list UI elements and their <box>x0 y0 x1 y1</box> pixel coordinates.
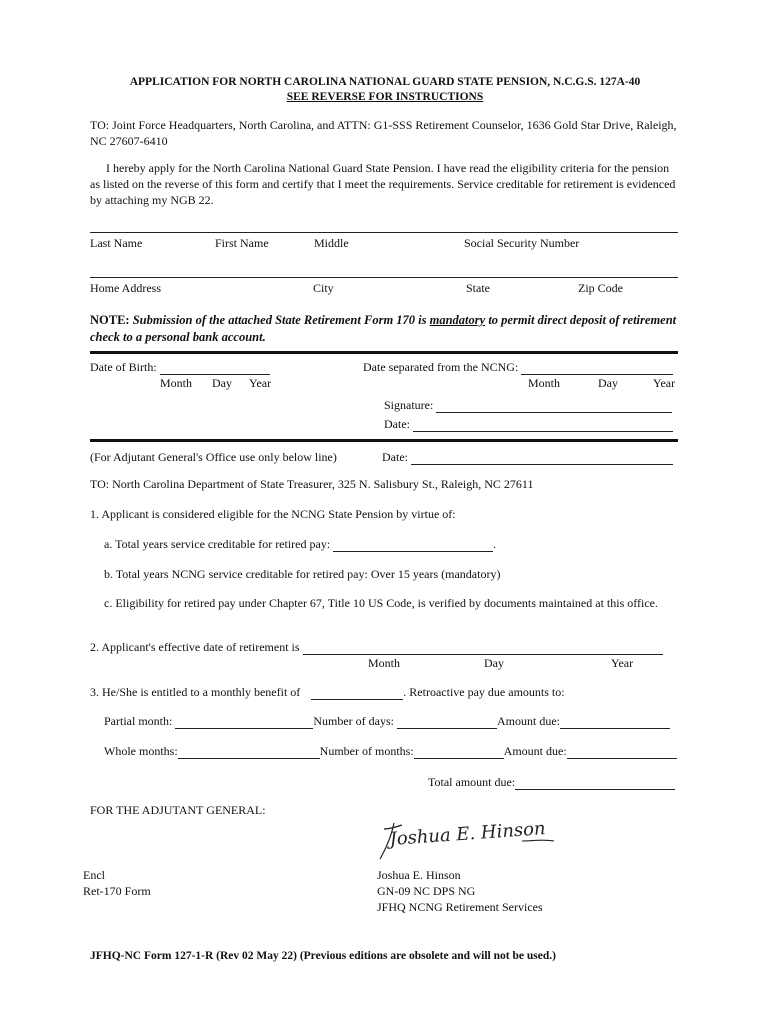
address-field-line[interactable] <box>90 277 678 278</box>
item-1: 1. Applicant is considered eligible for the NCNG State Pension by virtue of: <box>90 507 456 521</box>
item-1a-label: a. Total years service creditable for retired pay: <box>104 537 331 551</box>
office-use-divider <box>90 439 678 442</box>
total-amount-label: Total amount due: <box>428 775 516 789</box>
note-text-after: to permit direct deposit of retirement check to a personal bank account. <box>90 313 677 344</box>
separated-row <box>363 360 673 375</box>
item-1a-end: . <box>493 537 497 551</box>
item-3 <box>90 685 565 700</box>
item-1b: b. Total years NCNG service creditable for retired pay: Over 15 years (mandatory) <box>104 567 501 581</box>
ret-form-label: Ret-170 Form <box>83 884 151 898</box>
adjutant-signature <box>372 815 572 865</box>
number-of-months-label: Number of months: <box>319 744 414 758</box>
monthly-benefit-field[interactable] <box>311 687 403 700</box>
encl-label: Encl <box>83 868 105 882</box>
office-date-field[interactable] <box>411 452 673 465</box>
zip-label: Zip Code <box>578 281 623 295</box>
office-date-row <box>382 450 673 465</box>
whole-amount-due-field[interactable] <box>567 746 677 759</box>
city-label: City <box>313 281 334 295</box>
item-1c: c. Eligibility for retired pay under Chapter 67, Title 10 US Code, is verified by documents maintained at this office. <box>104 596 659 610</box>
form-footer: JFHQ-NC Form 127-1-R (Rev 02 May 22) (Previous editions are obsolete and will not be used.) <box>90 950 556 962</box>
dob-field[interactable] <box>160 362 270 375</box>
note-prefix: NOTE: <box>90 313 130 327</box>
state-label: State <box>466 281 490 295</box>
declaration-paragraph: I hereby apply for the North Carolina National Guard State Pension. I have read the eligibility criteria for the pension as listed on the reverse of this form and certify that I meet the requirements. Service creditable for retirement is evidenced by attaching my NGB 22. <box>90 161 676 207</box>
number-of-days-field[interactable] <box>397 716 497 729</box>
partial-month-field[interactable] <box>175 716 313 729</box>
applicant-date-row <box>384 417 673 432</box>
for-adjutant-label: FOR THE ADJUTANT GENERAL: <box>90 803 266 817</box>
ssn-label: Social Security Number <box>464 236 580 250</box>
office-date-label: Date: <box>382 450 408 464</box>
dob-month-label: Month <box>160 376 193 390</box>
applicant-date-field[interactable] <box>413 419 673 432</box>
sep-day-label: Day <box>598 376 618 390</box>
number-of-days-label: Number of days: <box>313 714 394 728</box>
separated-date-field[interactable] <box>521 362 673 375</box>
partial-month-row <box>104 714 670 729</box>
middle-label: Middle <box>314 236 349 250</box>
name-field-line[interactable] <box>90 232 678 233</box>
last-name-label: Last Name <box>90 236 143 250</box>
form-subtitle: SEE REVERSE FOR INSTRUCTIONS <box>286 91 484 103</box>
partial-amount-due-label: Amount due: <box>496 714 560 728</box>
signer-grade: GN-09 NC DPS NG <box>377 884 476 898</box>
ret-month-label: Month <box>368 656 401 670</box>
office-use-label: (For Adjutant General's Office use only below line) <box>90 450 337 464</box>
whole-months-label: Whole months: <box>104 744 178 758</box>
sep-month-label: Month <box>528 376 561 390</box>
first-name-label: First Name <box>215 236 269 250</box>
years-service-field[interactable] <box>333 539 493 552</box>
item-1a <box>104 537 496 552</box>
separated-label: Date separated from the NCNG: <box>363 360 519 374</box>
applicant-signature-row <box>384 398 672 413</box>
to-treasurer: TO: North Carolina Department of State Treasurer, 325 N. Salisbury St., Raleigh, NC 27611 <box>90 477 534 491</box>
retirement-date-field[interactable] <box>303 642 663 655</box>
item-3-retro: . Retroactive pay due amounts to: <box>403 685 565 699</box>
applicant-date-label: Date: <box>384 417 410 431</box>
sep-year-label: Year <box>653 376 676 390</box>
whole-amount-due-label: Amount due: <box>503 744 567 758</box>
signature-scribble <box>372 815 572 865</box>
whole-months-row <box>104 744 677 759</box>
partial-amount-due-field[interactable] <box>560 716 670 729</box>
note-mandatory: mandatory <box>429 313 486 327</box>
note-text-before: Submission of the attached State Retirement Form 170 is <box>129 313 430 327</box>
signature-label: Signature: <box>384 398 434 412</box>
signer-office: JFHQ NCNG Retirement Services <box>377 900 543 914</box>
signer-name: Joshua E. Hinson <box>377 868 461 882</box>
item-2 <box>90 640 663 655</box>
home-address-label: Home Address <box>90 281 161 295</box>
whole-months-field[interactable] <box>178 746 320 759</box>
item-2-label: 2. Applicant's effective date of retirement is <box>90 640 300 654</box>
dob-label: Date of Birth: <box>90 360 157 374</box>
signature-text: Joshua E. Hinson <box>388 818 547 850</box>
number-of-months-field[interactable] <box>414 746 504 759</box>
ret-day-label: Day <box>484 656 504 670</box>
signature-field[interactable] <box>436 400 672 413</box>
dob-year-label: Year <box>249 376 272 390</box>
to-line: TO: Joint Force Headquarters, North Carolina, and ATTN: G1-SSS Retirement Counselor, 1636 Gold Star Drive, Raleigh, NC 27607-6410 <box>90 118 677 148</box>
section-divider <box>90 351 678 354</box>
dob-day-label: Day <box>212 376 232 390</box>
form-title: APPLICATION FOR NORTH CAROLINA NATIONAL GUARD STATE PENSION, N.C.G.S. 127A-40 <box>129 76 641 88</box>
item-3-label: 3. He/She is entitled to a monthly benefit of <box>90 685 301 699</box>
ret-year-label: Year <box>611 656 634 670</box>
direct-deposit-note <box>90 312 680 346</box>
total-amount-field[interactable] <box>515 777 675 790</box>
partial-month-label: Partial month: <box>104 714 173 728</box>
dob-row <box>90 360 270 375</box>
total-amount-row <box>428 775 675 790</box>
